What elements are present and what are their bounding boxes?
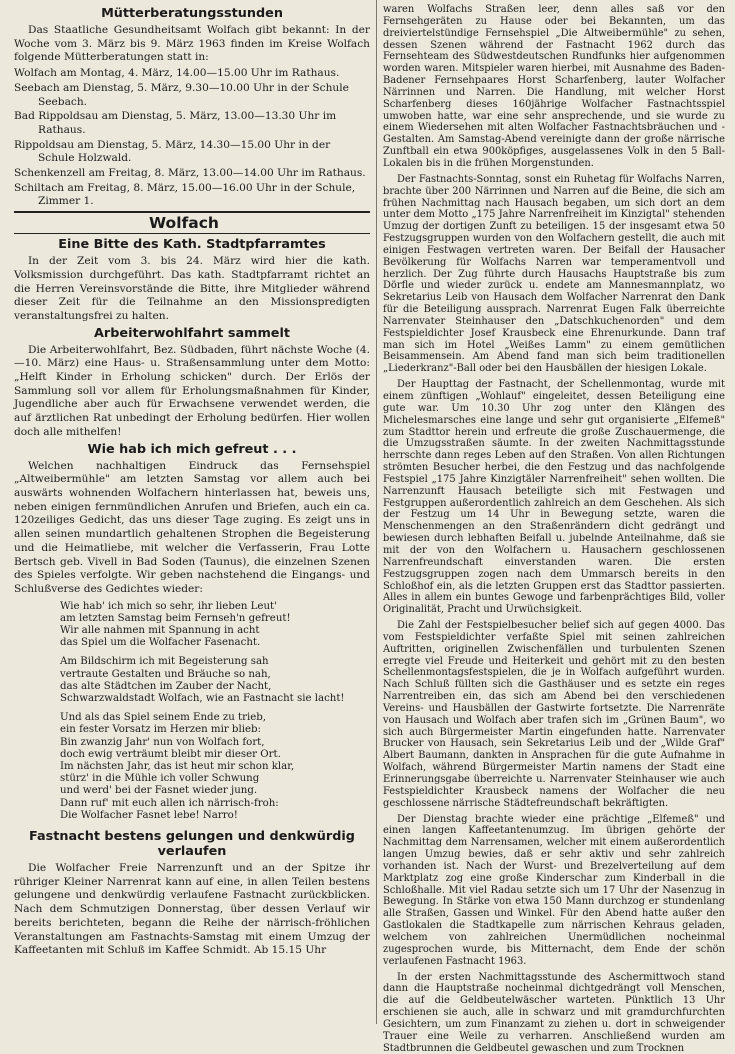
poem-line: ein fester Vorsatz im Herzen mir blieb: [60,724,370,736]
schedule-item: Seebach am Dienstag, 5. März, 9.30—10.00 Uhr in der Schule Seebach. [14,82,370,109]
poem-line: Wir alle nahmen mit Spannung in acht [60,625,370,637]
poem-stanza [60,601,370,650]
section-rule [14,211,370,213]
article-fastnacht-paragraph: Der Dienstag brachte wieder eine prächtige „Elfemeß" und einen langen Kaffeetantenumzug. Im übrigen gehörte der Nachmittag dem Narrensamen, welcher mit einem außerordentlich langen Umzug bewies, daß er sehr aktiv und sehr zahlreich vorhanden ist. Nach der Wurst- und Brezelverteilung auf dem Marktplatz zog eine große Kinderschar zum Kinderball in die Schloßhalle. Mit viel Radau setzte sich um 17 Uhr der Nasenzug in Bewegung. In Stärke von etwa 150 Mann durchzog er stundenlang alle Straßen, Gassen und Winkel. Für den Abend hatte außer den Gastlokalen die Stadtkapelle zum närrischen Kehraus geladen, welchem von zahlreichen Unermüdlichen nocheinmal zugesprochen wurde, bis Mitternacht, dem Ende der schön verlaufenen Fastnacht 1963. [383,814,725,968]
poem-line: am letzten Samstag beim Fernseh'n gefreut! [60,613,370,625]
article-arbeiterwohlfahrt: Die Arbeiterwohlfahrt, Bez. Südbaden, führt nächste Woche (4.—10. März) eine Haus- u. Straßensammlung unter dem Motto: „Helft Kinder in Erholung schicken" durch. Der Erlös der Sammlung soll vor allem für Erholungsmaßnahmen für Kinder, Jugendliche aber auch für Erwachsene verwendet werden, die auf ärztlichen Rat unbedingt der Erholung bedürfen. Hier wollen doch alle mithelfen! [14,344,370,440]
poem [60,601,370,822]
poem-stanza [60,712,370,822]
poem-line: stürz' in die Mühle ich voller Schwung [60,773,370,785]
article-fastnacht-start: Die Wolfacher Freie Narrenzunft und an der Spitze ihr rühriger Kleiner Narrenrat kann auf eine, in allen Teilen bestens gelungene und denkwürdig verlaufene Fastnacht zurückblicken. Nach dem Schmutzigen Donnerstag, über dessen Verlauf wir bereits berichteten, begann die Reihe der närrisch-fröhlichen Veranstaltungen am Fastnachts-Samstag mit einem Umzug der Kaffeetanten mit Schluß im Kaffee Schmidt. Ab 15.15 Uhr [14,862,370,958]
poem-line: Schwarzwaldstadt Wolfach, wie an Fastnacht sie lacht! [60,693,370,705]
schedule-item: Schenkenzell am Freitag, 8. März, 13.00—14.00 Uhr im Rathaus. [14,167,370,181]
right-column [383,4,725,1020]
section-rule [14,233,370,234]
poem-stanza [60,656,370,705]
poem-line: Bin zwanzig Jahr' nun von Wolfach fort, [60,737,370,749]
article-fastnacht-paragraph: Der Fastnachts-Sonntag, sonst ein Ruhetag für Wolfachs Narren, brachte über 200 Närrinnen und Narren auf die Beine, die sich am frühen Nachmittag nach Hausach begaben, um sich dort an dem unter dem Motto „175 Jahre Narrenfreiheit im Kinzigtal" stehenden Umzug der dortigen Zunft zu beteiligen. 15 der insgesamt etwa 50 Festzugsgruppen wurden von den Wolfachern gestellt, die auch mit einigen Festwagen vertreten waren. Der Beifall der Hausacher Bevölkerung für Wolfachs Narren war temperamentvoll und herzlich. Der Zug führte durch Hausachs Hauptstraße bis zum Dörfle und wieder zurück u. endete am Mannesmannplatz, wo Sekretarius Leib von Hausach dem Wolfacher Narrenrat den Dank für die Beteiligung aussprach. Narrenrat Eugen Falk überreichte Narrenvater Steinhauser den „Datschkuchenorden" und dem Festspieldichter Josef Krausbeck eine Ehrenurkunde. Dann traf man sich im Hotel „Weißes Lamm" zu einem gemütlichen Beisammensein. Am Abend fand man sich beim traditionellen „Liederkranz"-Ball oder bei den Hausbällen der hiesigen Lokale. [383,174,725,375]
poem-line: das alte Städtchen im Zauber der Nacht, [60,681,370,693]
poem-line: das Spiel um die Wolfacher Fasenacht. [60,637,370,649]
schedule-item: Rippoldsau am Dienstag, 5. März, 14.30—15.00 Uhr in der Schule Holzwald. [14,139,370,166]
article-fastnacht-paragraph: waren Wolfachs Straßen leer, denn alles saß vor den Fernsehgeräten zu Hause oder bei Bekannten, um das dreiviertelstündige Fernsehspiel „Die Altweibermühle" zu sehen, dessen Szenen während der Fastnacht 1962 durch das Fernsehteam des Südwestdeutschen Rundfunks hier aufgenommen worden waren. Mitspieler waren hierbei, mit Ausnahme des Baden-Badener Fernsehpaares Horst Scharfenberg, lauter Wolfacher Närrinnen und Narren. Die Handlung, mit welcher Horst Scharfenberg dieses 160jährige Wolfacher Fastnachtsspiel umwoben hatte, war eine sehr ansprechende, und sie wurde zu einem Wiedersehen mit alten Wolfacher Fastnachtsbräuchen und -Gestalten. Am Samstag-Abend vereinigte dann der große närrische Zunftball ein etwa 900köpfiges, ausgelassenes Volk in den 5 Ball-Lokalen bis in die frühen Morgenstunden. [383,4,725,170]
section-title-wolfach: Wolfach [14,216,370,231]
article-gefreut: Welchen nachhaltigen Eindruck das Fernsehspiel „Altweibermühle" am letzten Samstag vor allem auch bei auswärts wohnenden Wolfachern hinterlassen hat, beweis uns, neben einigen fernmündlichen Anrufen und Briefen, auch ein ca. 120zeiliges Gedicht, das uns dieser Tage zuging. Es zeigt uns in allen seinen mundartlich gehaltenen Strophen die Begeisterung und die Heimatliebe, mit welcher die Verfasserin, Frau Lotte Bertsch geb. Vivell in Bad Soden (Taunus), die einzelnen Szenen des Spieles verfolgte. Wir geben nachstehend die Eingangs- und Schlußverse des Gedichtes wieder: [14,460,370,597]
schedule-item: Schiltach am Freitag, 8. März, 15.00—16.00 Uhr in der Schule, Zimmer 1. [14,182,370,209]
poem-line: Am Bildschirm ich mit Begeisterung sah [60,656,370,668]
poem-line: und werd' bei der Fasnet wieder jung. [60,785,370,797]
heading-gefreut: Wie hab ich mich gefreut . . . [14,442,370,457]
article-fastnacht-paragraph: In der ersten Nachmittagsstunde des Aschermittwoch stand dann die Hauptstraße nocheinmal dichtgedrängt voll Menschen, die auf die Geldbeutelwäscher warteten. Pünktlich 13 Uhr erschienen sie auch, alle in schwarz und mit gramdurchfurchten Gesichtern, um zum Finanzamt zu ziehen u. dort in schweigender Trauer eine Weile zu verharren. Anschließend wurden am Stadtbrunnen die Geldbeutel gewaschen und zum Trocknen [383,972,725,1054]
article-fastnacht-paragraph: Die Zahl der Festspielbesucher belief sich auf gegen 4000. Das vom Festspieldichter verfaßte Spiel mit seinen zahlreichen Auftritten, originellen Zwischenfällen und turbulenten Szenen erregte viel Freude und Heiterkeit und gehört mit zu den besten Schellenmontagsfestspielen, die je in Wolfach aufgeführt wurden. Nach Schluß füllten sich die Gasthäuser und es setzte ein reges Narrentreiben ein, das sich am Abend bei den verschiedenen Vereins- und Hausbällen der Gastwirte fortsetzte. Die Narrenräte von Hausach und Wolfach aber trafen sich im „Grünen Baum", wo sich auch Bürgermeister Martin eingefunden hatte. Narrenvater Brucker von Hausach, sein Sekretarius Leib und der „Wilde Graf" Albert Baumann, dankten in Ansprachen für die gute Aufnahme in Wolfach, während Bürgermeister Martin namens der Stadt eine Erinnerungsgabe überreichte u. Narrenvater Steinhauser wie auch Festspieldichter Krausbeck namens der Wolfacher die neu geschlossene närrische Städtefreundschaft bekräftigten. [383,620,725,810]
poem-line: Und als das Spiel seinem Ende zu trieb, [60,712,370,724]
poem-line: Im nächsten Jahr, das ist heut mir schon klar, [60,761,370,773]
schedule-item: Bad Rippoldsau am Dienstag, 5. März, 13.00—13.30 Uhr im Rathaus. [14,110,370,137]
heading-bitte: Eine Bitte des Kath. Stadtpfarramtes [14,237,370,252]
article-bitte: In der Zeit vom 3. bis 24. März wird hier die kath. Volksmission durchgeführt. Das kath. Stadtpfarramt richtet an die Herren Vereinsvorstände die Bitte, ihre Mitglieder während dieser Zeit für die Teilnahme an den Missionspredigten veranstaltungsfrei zu halten. [14,255,370,324]
heading-fastnacht: Fastnacht bestens gelungen und denkwürdig verlaufen [14,829,370,859]
left-column [14,4,370,1020]
heading-arbeiterwohlfahrt: Arbeiterwohlfahrt sammelt [14,326,370,341]
poem-line: Dann ruf' mit euch allen ich närrisch-froh: [60,798,370,810]
column-divider [376,0,377,1024]
muetterberatung-schedule [14,67,370,209]
poem-line: Die Wolfacher Fasnet lebe! Narro! [60,810,370,822]
schedule-item: Wolfach am Montag, 4. März, 14.00—15.00 Uhr im Rathaus. [14,67,370,81]
muetterberatung-intro: Das Staatliche Gesundheitsamt Wolfach gibt bekannt: In der Woche vom 3. März bis 9. März 1963 finden im Kreise Wolfach folgende Mütterberatungen statt in: [14,24,370,65]
poem-line: vertraute Gestalten und Bräuche so nah, [60,669,370,681]
poem-line: Wie hab' ich mich so sehr, ihr lieben Leut' [60,601,370,613]
article-fastnacht-paragraph: Der Haupttag der Fastnacht, der Schellenmontag, wurde mit einem zünftigen „Wohlauf" eingeleitet, dessen Beteiligung eine gute war. Um 10.30 Uhr zog unter den Klängen des Michelesmarsches eine lange und sehr gut organisierte „Elfemeß" zum Stadttor herein und erfreute die große Zuschauermenge, die die Umzugsstraßen säumte. In der zweiten Nachmittagsstunde herrschte dann reges Leben auf den Straßen. Von allen Richtungen strömten Besucher herbei, die den Festzug und das nachfolgende Festspiel „175 Jahre Kinzigtäler Narrenfreiheit" sehen wollten. Die Narrenzunft Hausach beteiligte sich mit Festwagen und Festgruppen außerordentlich zahlreich an dem Geschehen. Als sich der Festzug um 14 Uhr in Bewegung setzte, waren die Menschenmengen an den Straßenrändern dicht gedrängt und bewiesen durch lebhaften Beifall u. jubelnde Anteilnahme, daß sie mit der von den Wolfachern u. Hausachern geschlossenen Narrenfreundschaft einverstanden waren. Die ersten Festzugsgruppen zogen nach dem Ummarsch bereits in den Schloßhof ein, als die letzten Gruppen erst das Stadttor passierten. Alles in allem ein buntes Gewoge und farbenprächtiges Bild, voller Originalität, Pracht und Urwüchsigkeit. [383,379,725,616]
heading-muetterberatung: Mütterberatungsstunden [14,6,370,21]
poem-line: doch ewig verträumt bleibt mir dieser Ort. [60,749,370,761]
